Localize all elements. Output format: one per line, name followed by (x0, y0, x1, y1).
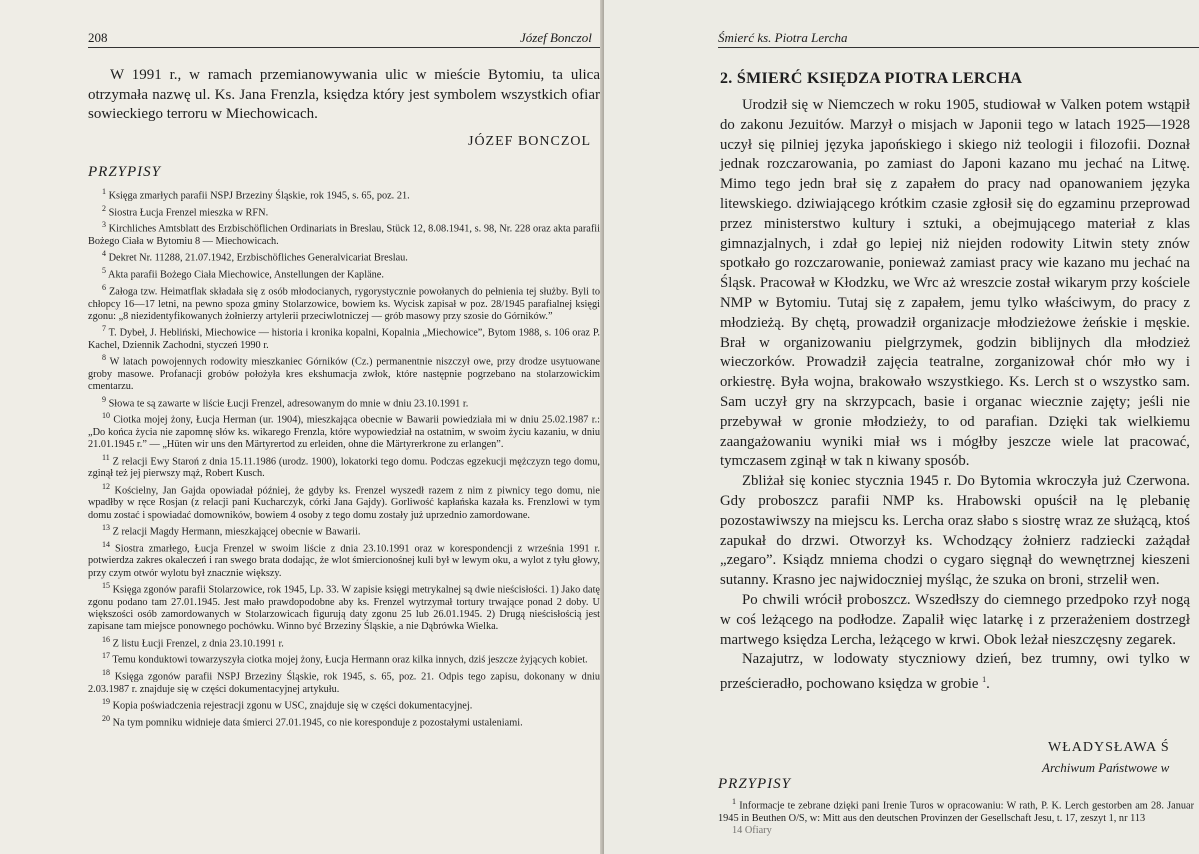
footnote-number: 7 (102, 324, 106, 334)
footnote-number: 15 (102, 580, 110, 590)
footnote-item (88, 713, 600, 730)
footnote-text: Akta parafii Bożego Ciała Miechowice, Anstellungen der Kapläne. (108, 269, 384, 281)
footnotes-heading-right: PRZYPISY (718, 776, 792, 792)
footnote-number: 6 (102, 282, 106, 292)
footnote-text: W latach powojennych rodowity mieszkaniec Górników (Cz.) permanentnie niszczył owe, przy drodze usytuowane groby masowe. Profanacji grobów położyła kres ekshumacja zwłok, które następnie pogrzebano na stolarzowickim cmentarzu. (88, 356, 600, 393)
footnote-number: 14 (102, 539, 110, 549)
running-head-left: Józef Bonczol (520, 30, 592, 45)
header-rule (88, 47, 600, 48)
footnote-number: 16 (102, 634, 110, 644)
footnote-text: Temu konduktowi towarzyszyła ciotka mojej żony, Łucja Hermann oraz kilka innych, dziś jeszcze żyjących kobiet. (112, 654, 588, 666)
footnote-item (88, 410, 600, 451)
paragraph-4: Nazajutrz, w lodowaty styczniowy dzień, bez trumny, owi tylko w prześcieradło, pochowano księdza w grobie $^1$. (720, 651, 1190, 693)
footnote-item (88, 323, 600, 352)
footnote-item (88, 452, 600, 481)
footnote-number: 20 (102, 713, 110, 723)
footnote-item (88, 219, 600, 248)
footnote-item (88, 248, 600, 265)
footnote-text: Kościelny, Jan Gajda opowiadał później, że gdyby ks. Frenzel wyszedł razem z nim z piwnicy tego domu, nie wpadłby w ręce Rosjan (z relacji pani Kucharczyk, córki Jana Gajdy). Gorliwość kapłańska kazała ks. Frenzlowi w tym domu zostać i spowiadać domowników, bowiem 4 osoby z tego domu zostały już uprzednio zamordowane. (88, 485, 600, 521)
footnote-text: Z relacji Ewy Staroń z dnia 15.11.1986 (urodz. 1900), lokatorki tego domu. Podczas egzekucji mężczyzn tego domu, zginął też jej pierwszy mąż, Robert Kusch. (88, 455, 601, 480)
footnote-text: Dekret Nr. 11288, 21.07.1942, Erzbischöfliches Generalvicariat Breslau. (108, 252, 408, 264)
paragraph-4-text: Nazajutrz, w lodowaty styczniowy dzień, bez trumny, owi tylko w prześcieradło, pochowano księdza w grobie (720, 651, 1190, 693)
footnote-number: 4 (102, 249, 106, 259)
footnote-text: Siostra Łucja Frenzel mieszka w RFN. (108, 207, 269, 219)
right-page (604, 0, 1199, 854)
affiliation: Archiwum Państwowe w (1042, 760, 1170, 775)
footnote-item (88, 634, 600, 651)
footnote-text: Księga zgonów parafii NSPJ Brzeziny Śląskie, rok 1945, s. 65, poz. 21. Odpis tego zapisu, dokonany w dniu 2.03.1987 r. znajduje się w części dokumentacyjnej artykułu. (88, 671, 600, 695)
footnote-item (88, 352, 600, 393)
footnote-number: 2 (102, 203, 106, 213)
footnote-number: 17 (102, 651, 110, 661)
footnote-text: Z listu Łucji Frenzel, z dnia 23.10.1991 r. (112, 637, 284, 649)
page-number: 208 (88, 30, 108, 45)
footnote-item (88, 580, 600, 634)
footnotes-list (88, 186, 600, 729)
footnote-number: 8 (102, 353, 106, 363)
footnote-number: 12 (102, 481, 110, 491)
paragraph-1: Urodził się w Niemczech w roku 1905, studiował w Valken potem wstąpił do zakonu Jezuitów. Marzył o misjach w Japonii tego w latach 1925—1928 uczył się pilniej języka japońskiego i skiego niż teologii i filozofii. Doznał jednak rozczarowania, po zamiast do Japoni kazano mu jechać na Litwę. Mimo tego jedn brał się z zapałem do pracy nad opanowaniem języka litewskiego. dziwiającego krótkim czasie zgłosił się do egzaminu przeprowad przez ministerstwo kultury i sztuki, a obejmującego materiał z klas gimnazjalnych, i zdał go lepiej niż niejden rodowity Litwin stety znów spotkało go rozczarowanie, ponieważ zamiast pracy wie kazano mu jechać na Śląsk. Pracował w Kłodzku, we Wrc aż wreszcie został wikarym przy kościele NMP w Bytomiu. Tutaj się z zapałem, jemu tylko właściwym, do pracy z młodzieżą. By chętą, prowadził organizacje młodzieżowe żeńskie i męskie. Brał w organizowaniu pielgrzymek, godzin biblijnych dla młodzież wieczorków. Prowadził zajęcia teatralne, zorganizował chór mło wy i orkiestrę. Była wojna, brakowało wszystkiego. Ks. Lerch st o wszystko sam. Sam uczył gry na skrzypcach, basie i organac wiecznie zajęty; jeśli nie przebywał w gronie młodzieży, to od parafian. Dzięki tak wielkiemu zaangażowaniu wyniki miał ws i mógłby jeszcze wiele lat pracować, tymczasem zginął w tak n kiwany sposób. (720, 97, 1190, 470)
footnote-text: Załoga tzw. Heimatflak składała się z osób młodocianych, rygorystycznie powołanych do pełnienia tej służby. Byli to chłopcy 16—17 letni, na pewno spoza gminy Stolarzowice, bowiem ks. Wycisk zapisał w poz. 28/1945 parafialnej księgi zgonu: „8 niezidentyfikowanych żołnierzy artylerii przeciwlotniczej — grób masowy przy szosie do Górników.” (88, 286, 600, 322)
intro-text: W 1991 r., w ramach przemianowywania ulic w mieście Bytomiu, ta ulica otrzymała nazwę ul. Ks. Jana Frenzla, księdza który jest symbolem wszystkich ofiar sowieckiego terroru w Miechowicach. (88, 67, 600, 122)
footnote-text: Siostra zmarłego, Łucja Frenzel w swoim liście z dnia 23.10.1991 oraz w korespondencji z września 1991 r. potwierdza zakres okaleczeń i ran swego brata dodając, że wlot śmiercionośnej kuli był w lewym oku, a wylot z tyłu głowy, przy czym otwór wylotu był znacznie większy. (88, 543, 600, 579)
paragraph-3: Po chwili wrócił proboszcz. Wszedłszy do ciemnego przedpoko rzył nogą w coś leżącego na podłodze. Zapalił więc latarkę i z przerażeniem dostrzegł martwego księdza Lercha, leżącego w krwi. Obok leżał nieszczęsny zegarek. (720, 591, 1190, 648)
footnote-number: 18 (102, 667, 110, 677)
footnote-number: 9 (102, 394, 106, 404)
footnote-ref: 1 (982, 675, 987, 685)
footnote-text: Z relacji Magdy Hermann, mieszkającej obecnie w Bawarii. (112, 526, 361, 538)
intro-paragraph (88, 66, 600, 125)
footnote-text: Na tym pomniku widnieje data śmierci 27.01.1945, co nie koresponduje z pozostałymi ustaleniami. (112, 717, 523, 729)
paragraph-2: Zbliżał się koniec stycznia 1945 r. Do Bytomia wkroczyła już Czerwona. Gdy proboszcz parafii NMP ks. Hrabowski opuścił na lę plebanię pozostawiwszy na miejscu ks. Lercha oraz słabo s siostrę wraz ze służącą, ktoś zapukał do drzwi. Otworzył ks. Wchodzący żołnierz radziecki zażądał „zegaro”. Ksiądz mniema chodzi o cygaro sięgnął do wewnętrznej kieszeni sutanny. Krasno jec najwidoczniej myśląc, że szuka on broni, strzelił wen. (720, 473, 1190, 589)
footnote-number: 11 (102, 452, 110, 462)
footnote-item (88, 650, 600, 667)
footnote-item (88, 522, 600, 539)
footnote-number: 13 (102, 522, 110, 532)
footnote-item (88, 481, 600, 522)
footnote-cut: 14 Ofiary (732, 825, 772, 837)
running-head-right: Śmierć ks. Piotra Lercha (718, 30, 848, 45)
footnotes-right (718, 796, 1194, 837)
footnote-1-number: 1 (732, 797, 736, 806)
footnote-text: Kirchliches Amtsblatt des Erzbischöflichen Ordinariats in Breslau, Stück 12, 8.08.1941, s. 98, Nr. 228 oraz akta parafii Bożego Ciała w Bytomiu 8 — Miechowicach. (88, 223, 600, 248)
footnote-item (88, 394, 600, 411)
footnote-1 (718, 796, 1194, 825)
footnote-text: Ciotka mojej żony, Łucja Herman (ur. 1904), mieszkająca obecnie w Bawarii powiedziała mi w dniu 25.02.1987 r.: „Do końca życia nie zapomnę słów ks. wikarego Frenzla, które wypowiedział na ostatnim, w swoim życiu kazaniu, w dniu 21.01.1945 r.” — „Hüten wir uns den Märtyrertod zu erleiden, ohne die Märtyrerkrone zu erlangen”. (88, 414, 601, 451)
footnote-text: Księga zgonów parafii Stolarzowice, rok 1945, Lp. 33. W zapisie księgi metrykalnej są dwie nieścisłości. 1) Jako datę zgonu podano tam 27.01.1945. Jest mało prawdopodobne aby ks. Frenzel wytrzymał tortury trwające ponad 2 doby. U większości osób zamordowanych w Stolarzowicach figurują daty zgonu 25 lub 26.01.1945. 2) Drugą nieścisłością jest zapisane tam miejsce ponownego pochówku. Winno być Brzeziny Śląskie, a nie Dąbrówka Wielka. (88, 584, 601, 633)
section-title: 2. ŚMIERĆ KSIĘDZA PIOTRA LERCHA (720, 70, 1023, 87)
footnote-number: 3 (102, 220, 106, 230)
footnote-item (88, 667, 600, 696)
author-signature-right: WŁADYSŁAWA Ś (1048, 740, 1170, 755)
footnote-text: Księga zmarłych parafii NSPJ Brzeziny Śląskie, rok 1945, s. 65, poz. 21. (108, 190, 410, 202)
footnote-1-text: Informacje te zebrane dzięki pani Irenie Turos w opracowaniu: W rath, P. K. Lerch gestorben am 28. Januar 1945 in Beuthen O/S, w: Mitt aus den deutschen Provinzen der Gesellschaft Jesu, t. 17, zeszyt 1, nr 113 (718, 800, 1195, 824)
header-rule-right (718, 47, 1199, 48)
author-signature: JÓZEF BONCZOL (468, 134, 592, 149)
article-body (720, 96, 1190, 695)
footnotes-heading: PRZYPISY (88, 164, 162, 180)
footnote-item (88, 696, 600, 713)
footnote-item (88, 539, 600, 580)
footnote-item (88, 203, 600, 220)
footnote-text: Słowa te są zawarte w liście Łucji Frenzel, adresowanym do mnie w dniu 23.10.1991 r. (108, 397, 469, 409)
footnote-item (88, 186, 600, 203)
footnote-item (88, 282, 600, 323)
footnote-text: T. Dybeł, J. Hebliński, Miechowice — historia i kronika kopalni, Kopalnia „Miechowice”, Bytom 1988, s. 106 oraz P. Kachel, Dziennik Zachodni, styczeń 1990 r. (88, 327, 600, 351)
footnote-number: 19 (102, 696, 110, 706)
footnote-number: 10 (102, 411, 110, 421)
footnote-number: 5 (102, 266, 106, 276)
footnote-text: Kopia poświadczenia rejestracji zgonu w USC, znajduje się w części dokumentacyjnej. (112, 700, 473, 712)
footnote-item (88, 265, 600, 282)
footnote-number: 1 (102, 187, 106, 196)
